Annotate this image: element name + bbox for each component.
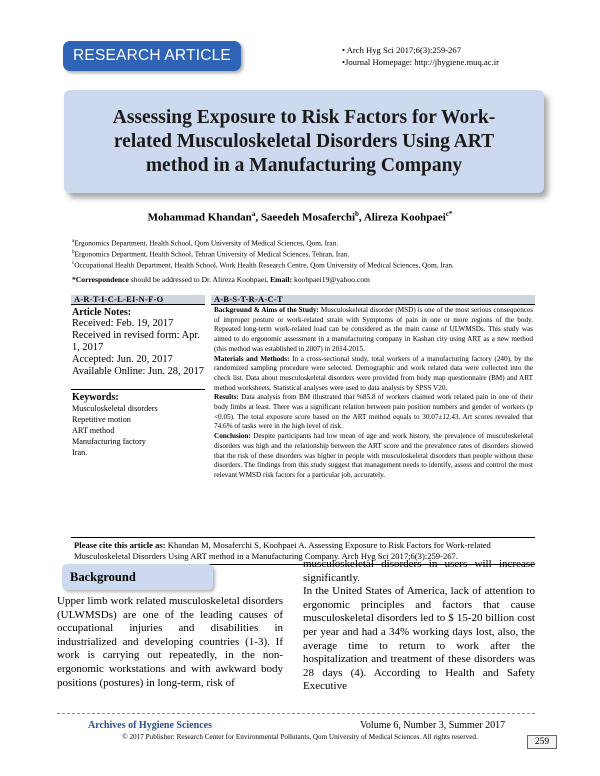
section-title: Background (70, 570, 136, 584)
body-paragraph: Upper limb work related musculoskeletal disorders (ULWMSDs) are one of the leading causes of occupational injuries and disabilities in industrialized and developing countries (1-3). If work is carrying out repeatedly, in the non-ergonomic workstations and with awkward body positions (postures) in long-term, risk of (57, 595, 283, 689)
footer-issue: Volume 6, Number 3, Summer 2017 (360, 720, 506, 731)
abstract-body (211, 305, 535, 481)
author-name: Saeedeh Mosaferchi (260, 211, 356, 224)
article-notes (71, 318, 205, 378)
affiliation-text: Ergonomics Department, Health School, Qom University of Medical Sciences, Qom, Iran. (74, 238, 339, 248)
footer-copyright: © 2017 Publisher: Research Center for Environmental Pollutants, Qom University of Medical Sciences. All rights reserved. (122, 733, 478, 741)
affiliation-sup: c (72, 260, 75, 266)
correspondence-label: *Correspondence (72, 275, 129, 284)
citation-label: Please cite this article as: (74, 540, 166, 550)
author-sep: , (358, 211, 364, 224)
title-box (64, 90, 544, 193)
affiliation-sup: b (72, 249, 75, 255)
journal-citation: • Arch Hyg Sci 2017;6(3):259-267 (342, 45, 462, 55)
affiliation-item (72, 237, 454, 248)
abstract-section-text: Despite participants had low mean of age and work history, the prevalence of musculoskeletal disorders was high and the relationship between the ART score and the prevalence rates of disorders showed that the risk of these disorders was higher in people with musculoskeletal disorders than people without these disorders. The findings from this study suggest that management needs to identify, assess and control the most relevant WMSD risk factors for a particular job, accurately. (214, 432, 533, 479)
correspondence (72, 275, 370, 284)
abstract-heading: A-B-S-T-R-A-C-T (211, 295, 535, 305)
abstract-section-label: Results: (214, 393, 239, 402)
journal-homepage[interactable]: •Journal Homepage: http://jhygiene.muq.ac.ir (342, 57, 499, 67)
email-label: Email: (270, 275, 293, 284)
email-address[interactable]: koohpaei19@yahoo.com (292, 275, 370, 284)
affiliations (72, 237, 454, 270)
note-item: Received in revised form: Apr. 1, 2017 (72, 330, 200, 353)
page-number: 259 (527, 735, 557, 749)
body-right-column (303, 558, 535, 694)
keyword-item: ART method (72, 426, 115, 436)
affiliation-item (72, 259, 454, 270)
footer-divider (57, 713, 535, 714)
keyword-item: Iran. (72, 448, 88, 458)
body-paragraph: In the United States of America, lack of attention to ergonomic principles and factors that cause musculoskeletal disorders led to $ 15-20 billion cost per year and had a 34% working days lost, also, the average time to return to work after the hospitalization and treatment of these disorders was 28 days (4). According to Health and Safety Executive (303, 585, 535, 693)
body-left-column (57, 595, 283, 690)
abstract-column (211, 295, 535, 481)
abstract-section-label: Conclusion: (214, 432, 251, 441)
author-sup: a (251, 210, 256, 218)
article-info-heading: A-R-T-I-C-L-EI-N-F-O (71, 295, 205, 305)
article-type-label: RESEARCH ARTICLE (73, 47, 231, 64)
note-item: Available Online: Jun. 28, 2017 (72, 366, 204, 377)
keywords-title: Keywords: (72, 392, 119, 403)
divider (71, 389, 205, 390)
author-name: Mohammad Khandan (147, 211, 252, 224)
footer-journal: Archives of Hygiene Sciences (88, 720, 212, 731)
author-list (0, 210, 600, 224)
citation-text: Khandan M, Mosaferchi S, Koohpaei A. Assessing Exposure to Risk Factors for Work-related Musculoskeletal Disorders Using ART method in a Manufacturing Company. Arch Hyg Sci 2017;6(3):259-267. (74, 540, 491, 561)
affiliation-text: Ergonomics Department, Health School, Tehran University of Medical Sciences, Tehran, Iran. (74, 249, 350, 259)
keywords-list (71, 403, 205, 458)
affiliation-text: Occupational Health Department, Health School, Work Health Research Centre, Qom University of Medical Sciences, Qom, Iran. (74, 260, 454, 270)
note-item: Received: Feb. 19, 2017 (72, 318, 174, 329)
correspondence-text: should be addressed to Dr. Alireza Koohpaei, (128, 275, 271, 284)
journal-info (342, 44, 499, 68)
author-name: Alireza Koohpaei (363, 211, 446, 224)
keyword-item: Repetitive motion (72, 415, 131, 425)
author-sup: c* (445, 210, 453, 218)
body-paragraph: musculoskeletal disorders in users will increase significantly. (303, 558, 535, 584)
abstract-section-text: Data analysis from BM illustrated that %85.8 of workers claimed work related pain in one of their body limbs at least. There was a significant relation between pain position numbers and gender of workers (p <0.05). The total exposure score based on the ART method equals to 30.07±12.43. Art scores revealed that 74.6% of tasks were in the high level of risk. (214, 393, 533, 431)
article-title: Assessing Exposure to Risk Factors for Work-related Musculoskeletal Disorders Using ART method in a Manufacturing Company (112, 106, 496, 176)
author-sep: , (255, 211, 261, 224)
article-info-column (71, 295, 205, 458)
affiliation-sup: a (72, 239, 75, 244)
abstract-section-text: In a cross-sectional study, total workers of a manufacturing factory (240), by the randomized sampling procedure were selected. Demographic and work related data were collected into the check list. Data about musculoskeletal disorders were provided from body map questionnaire (BM) and ART method worksheets. Statistical analyses were used to data analysis by SPSS V20. (214, 354, 533, 392)
background-heading-box (62, 564, 213, 590)
note-item: Accepted: Jun. 20, 2017 (72, 354, 173, 365)
abstract-section-text: Musculoskeletal disorder (MSD) is one of the most serious consequences of improper posture or work-related strain with Symptoms of pain in one or more regions of the body. Repeated long-term work-related load can be considered as the main cause of ULWMSDs. This study was aimed to do ergonomic assessment in a manufacturing company in Kashan city using ART as a new method (this method was established in 2007) in 2014-2015. (214, 306, 533, 353)
abstract-section-label: Materials and Methods: (214, 354, 290, 363)
keyword-item: Manufacturing factory (72, 437, 146, 447)
article-type-badge (63, 41, 241, 71)
article-notes-title: Article Notes: (72, 307, 132, 318)
abstract-section-label: Background & Aims of the Study: (214, 306, 319, 314)
keyword-item: Musculoskeletal disorders (72, 404, 158, 413)
author-sup: b (355, 210, 359, 218)
affiliation-item (72, 248, 454, 259)
